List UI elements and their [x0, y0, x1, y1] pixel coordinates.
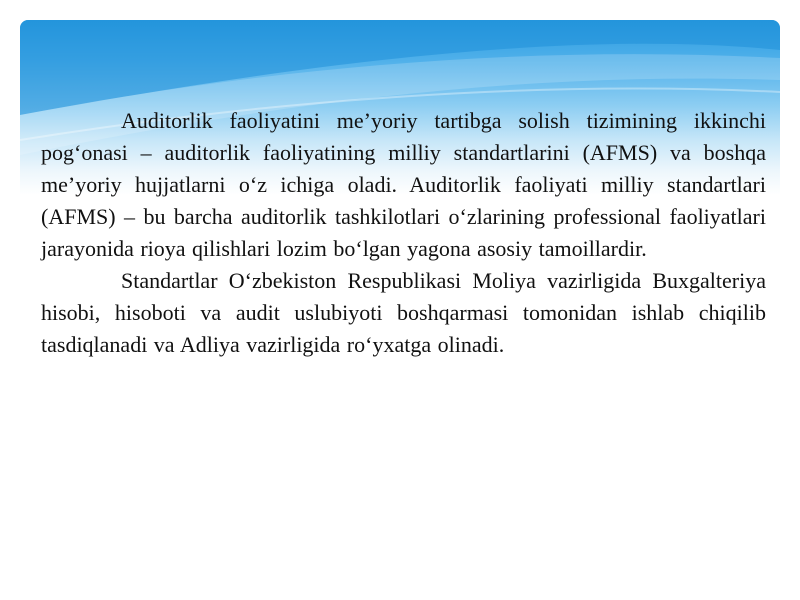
paragraph-1: Auditorlik faoliyatini me’yoriy tartibga solish tizimining ikkinchi pog‘onasi – auditorlik faoliyatining milliy standartlarini (AFMS) va boshqa me’yoriy hujjatlarni o‘z ichiga oladi. Auditorlik faoliyati milliy standartlari (AFMS) – bu barcha auditorlik tashkilotlari o‘zlarining professional faoliyatlari jarayonida rioya qilishlari lozim bo‘lgan yagona asosiy tamoillardir.: [41, 108, 766, 261]
paragraph-2: Standartlar O‘zbekiston Respublikasi Moliya vazirligida Buxgalteriya hisobi, hisoboti va audit uslubiyoti boshqarmasi tomonidan ishlab chiqilib tasdiqlanadi va Adliya vazirligida ro‘yxatga olinadi.: [41, 268, 766, 357]
slide-body-text: [41, 105, 766, 361]
